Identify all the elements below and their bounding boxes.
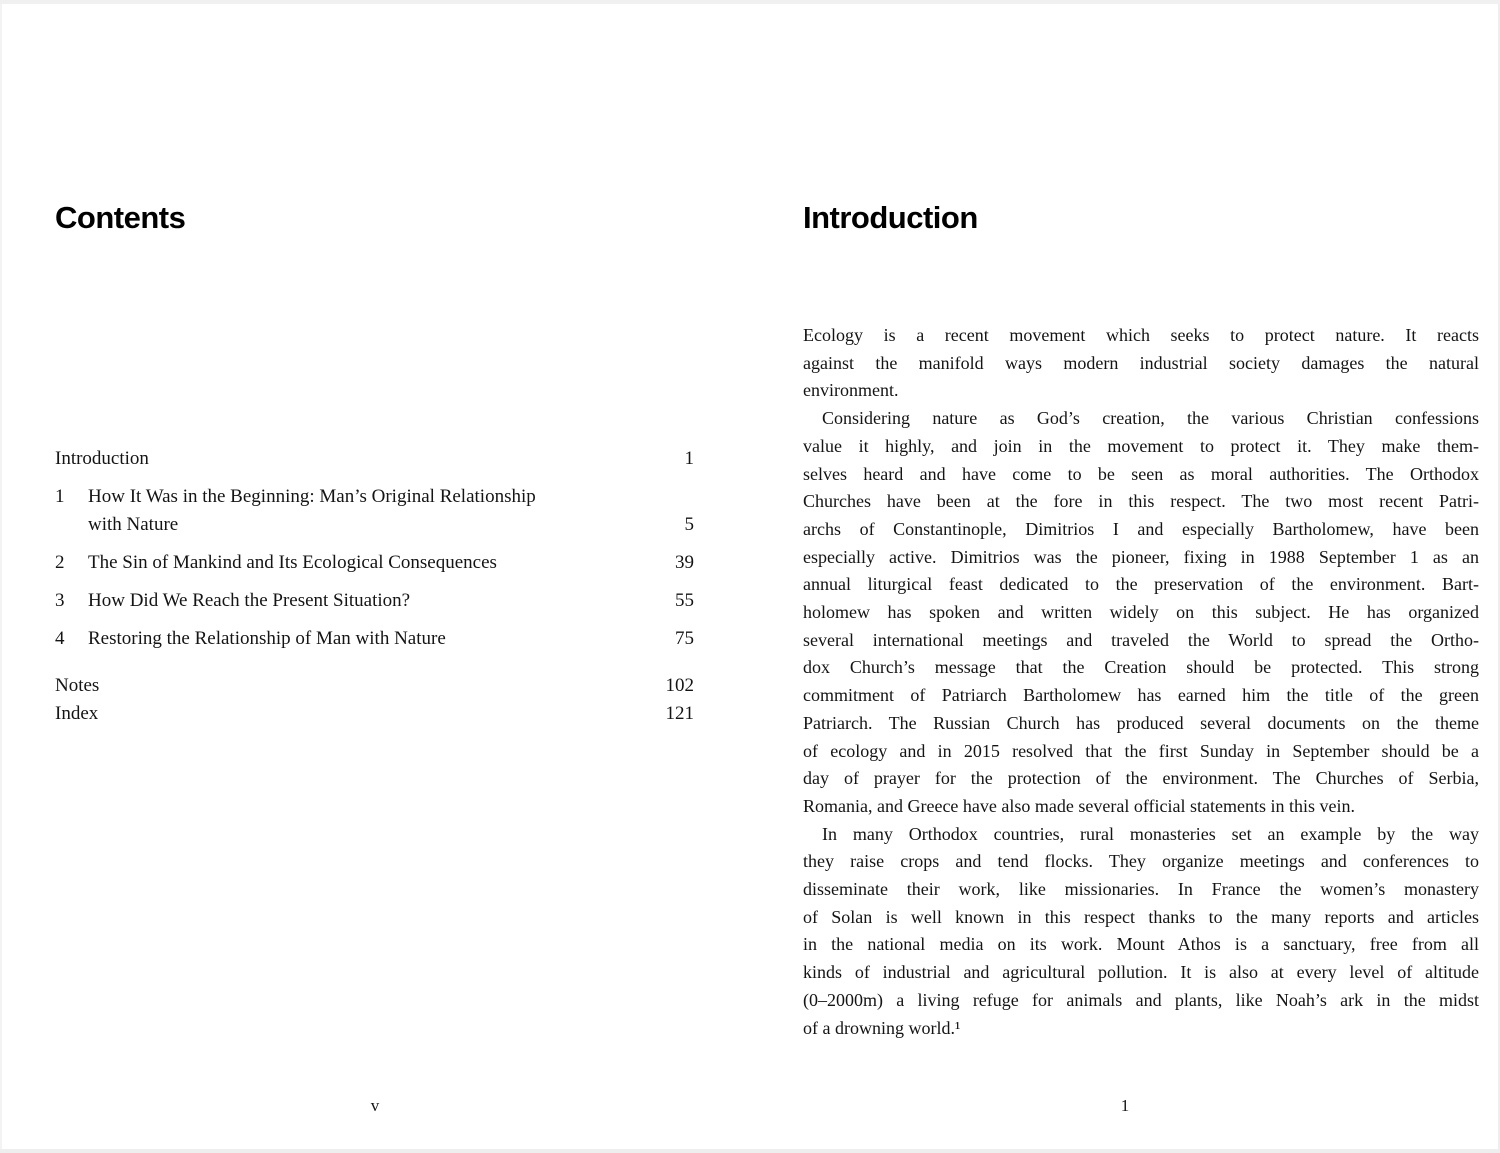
paragraph [803,821,1479,1043]
toc-entry-page: 5 [684,514,694,535]
right-page-folio: 1 [1120,1096,1130,1115]
text-line: Patriarch. The Russian Church has produced several documents on the theme [803,712,1479,733]
text-line: several international meetings and traveled the World to spread the Ortho- [803,629,1479,650]
toc-entry [55,700,694,728]
toc-entry-title [55,672,666,700]
text-line: environment. [803,380,899,401]
toc-entry-title [88,483,685,539]
introduction-body-text [803,322,1479,1042]
text-line: Ecology is a recent movement which seeks to protect nature. It reacts [803,325,1479,345]
text-line: archs of Constantinople, Dimitrios I and especially Bartholomew, have been [803,518,1479,539]
toc-title-line: Notes [55,675,100,696]
text-line: in the national media on its work. Mount Athos is a sanctuary, free from all [803,934,1479,955]
toc-entry [55,672,694,700]
text-line: value it highly, and join in the movement to protect it. They make them- [803,435,1479,456]
toc-entry [55,483,694,539]
toc-entry-page: 102 [665,675,694,696]
toc-entry-number: 2 [55,552,65,573]
toc-entry-title [88,625,675,653]
toc-title-line: Index [55,703,99,724]
toc-title-line: The Sin of Mankind and Its Ecological Consequences [88,552,497,573]
toc-entry-page: 55 [675,590,694,611]
text-line: day of prayer for the protection of the environment. The Churches of Serbia, [803,768,1479,789]
toc-entry [55,625,694,653]
toc-title-line: How It Was in the Beginning: Man’s Original Relationship [88,486,536,507]
paragraph [803,322,1479,405]
text-line: of Solan is well known in this respect thanks to the many reports and articles [803,906,1479,927]
toc-title-line: How Did We Reach the Present Situation? [88,590,411,611]
toc-entry [55,587,694,615]
text-line: selves heard and have come to be seen as moral authorities. The Orthodox [803,463,1479,484]
table-of-contents [55,445,694,728]
paragraph [803,405,1479,821]
text-line: kinds of industrial and agricultural pollution. It is also at every level of altitude [803,962,1479,983]
contents-page-title: Contents [55,200,186,235]
text-line: Considering nature as God’s creation, the various Christian confessions [822,408,1479,429]
toc-entry-title [55,700,666,728]
text-line: they raise crops and tend flocks. They organize meetings and conferences to [803,851,1479,872]
toc-entry [55,445,694,473]
toc-entry-title [88,549,675,577]
text-line: (0–2000m) a living refuge for animals and plants, like Noah’s ark in the midst [803,989,1479,1010]
toc-entry-number: 4 [55,628,65,649]
toc-title-line: with Nature [88,514,179,535]
text-line: annual liturgical feast dedicated to the preservation of the environment. Bart- [803,574,1479,595]
text-line: holomew has spoken and written widely on this subject. He has organized [803,602,1479,623]
toc-entry-title [88,587,675,615]
toc-title-line: Introduction [55,448,149,469]
text-line: especially active. Dimitrios was the pioneer, fixing in 1988 September 1 as an [803,546,1479,567]
text-line: dox Church’s message that the Creation should be protected. This strong [803,657,1479,678]
left-page-folio: v [370,1096,380,1115]
text-line: Romania, and Greece have also made several official statements in this vein. [803,795,1355,816]
toc-entry-number: 1 [55,486,65,507]
toc-title-line: Restoring the Relationship of Man with Nature [88,628,446,649]
toc-entry-page: 39 [675,552,694,573]
toc-entry-title [55,445,685,473]
text-line: commitment of Patriarch Bartholomew has earned him the title of the green [803,685,1479,706]
toc-entry-number: 3 [55,590,65,611]
text-line: of ecology and in 2015 resolved that the first Sunday in September should be a [803,740,1479,761]
toc-entry-page: 1 [684,448,694,469]
toc-entry-page: 121 [665,703,694,724]
toc-entry [55,549,694,577]
text-line: In many Orthodox countries, rural monasteries set an example by the way [822,823,1479,844]
text-line: Churches have been at the fore in this respect. The two most recent Patri- [803,491,1479,512]
text-line: against the manifold ways modern industrial society damages the natural [803,352,1479,373]
text-line: disseminate their work, like missionaries. In France the women’s monastery [803,879,1479,900]
toc-entry-page: 75 [675,628,694,649]
text-line: of a drowning world.¹ [803,1017,961,1038]
introduction-page-title: Introduction [803,200,978,235]
